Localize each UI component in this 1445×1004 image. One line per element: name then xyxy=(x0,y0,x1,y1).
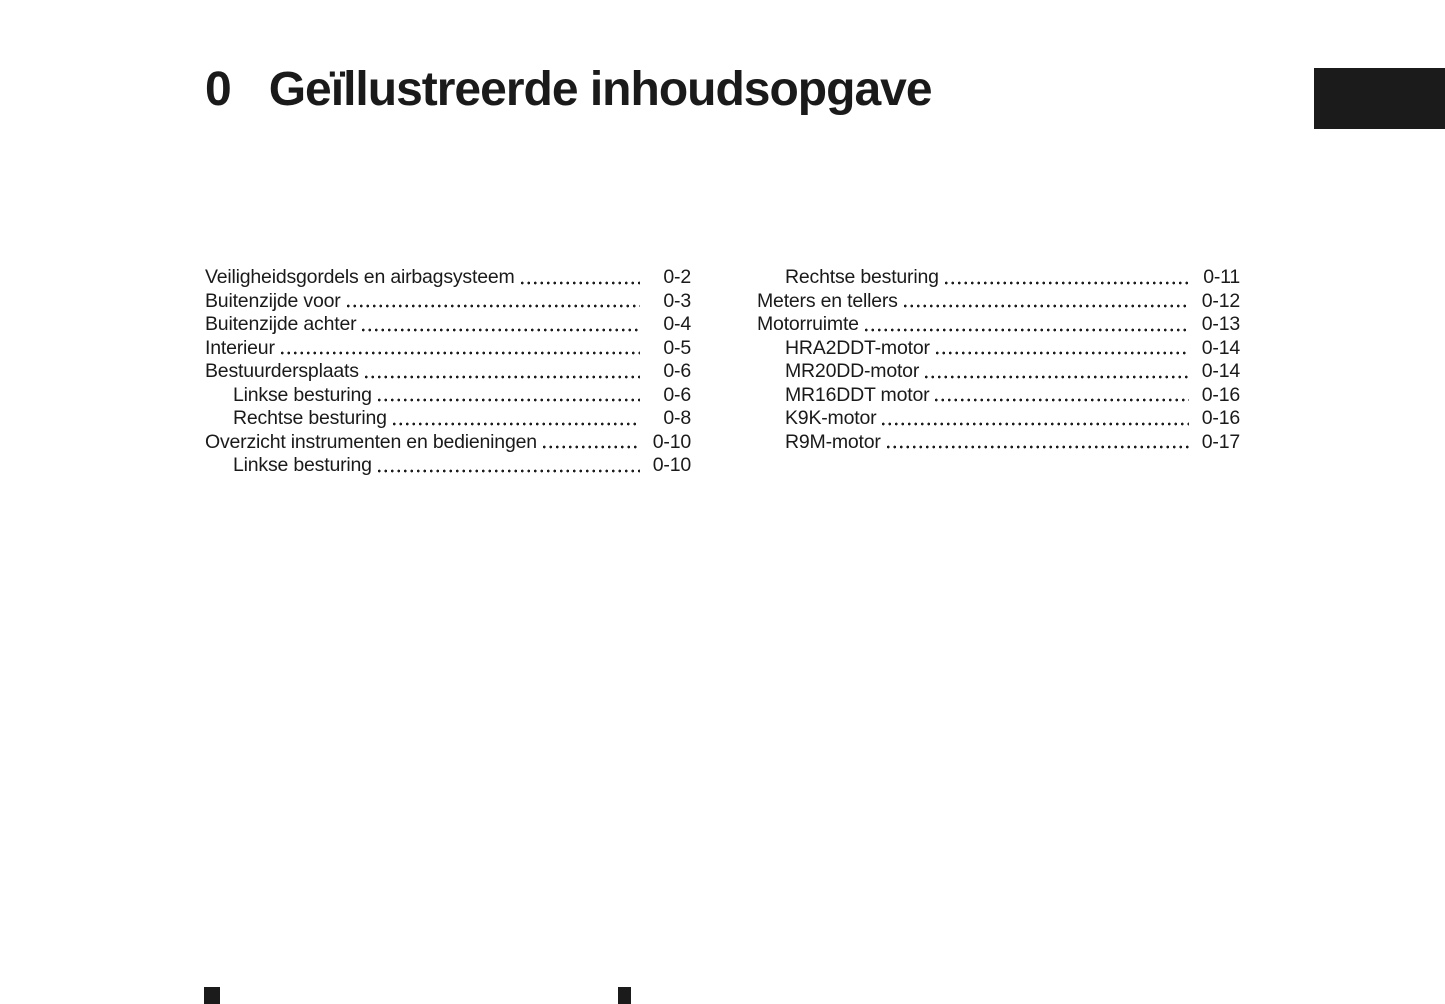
toc-entry-label: R9M-motor xyxy=(785,430,881,453)
toc-column-left xyxy=(205,266,691,478)
dot-leader xyxy=(376,468,640,474)
toc-entry xyxy=(205,266,691,290)
toc-entry-label: K9K-motor xyxy=(785,407,877,429)
toc-entry-page: 0-5 xyxy=(663,336,691,359)
toc-entry-page: 0-10 xyxy=(652,430,691,453)
toc-entry-page: 0-16 xyxy=(1201,407,1240,429)
dot-leader xyxy=(863,327,1189,333)
toc-entry-label: Motorruimte xyxy=(757,313,859,335)
chapter-number: 0 xyxy=(205,63,231,116)
toc-entry xyxy=(205,407,691,431)
dot-leader xyxy=(934,350,1189,356)
dot-leader xyxy=(345,303,640,309)
dot-leader xyxy=(933,397,1189,403)
dot-leader xyxy=(391,421,640,427)
toc-entry-label: Buitenzijde voor xyxy=(205,289,341,312)
toc-entry-page: 0-16 xyxy=(1201,383,1240,406)
toc-entry-label: Rechtse besturing xyxy=(233,407,387,429)
toc-entry xyxy=(757,384,1240,408)
toc-entry-label: Bestuurdersplaats xyxy=(205,360,359,382)
toc-entry-page: 0-6 xyxy=(663,360,691,382)
toc-entry-page: 0-10 xyxy=(652,454,691,476)
toc-entry-label: Linkse besturing xyxy=(233,383,372,406)
binding-mark-right xyxy=(618,987,631,1004)
toc-entry xyxy=(205,290,691,314)
toc-entry-label: HRA2DDT-motor xyxy=(785,336,930,359)
toc-entry-label: MR20DD-motor xyxy=(785,360,920,382)
toc-entry-page: 0-14 xyxy=(1201,336,1240,359)
toc-entry xyxy=(757,407,1240,431)
toc-entry-page: 0-13 xyxy=(1201,313,1240,335)
page-title xyxy=(205,62,932,118)
dot-leader xyxy=(363,374,640,380)
toc-entry xyxy=(757,360,1240,384)
toc-entry-page: 0-12 xyxy=(1201,289,1240,312)
toc-column-right xyxy=(757,266,1240,454)
toc-entry-label: Overzicht instrumenten en bedieningen xyxy=(205,430,537,453)
dot-leader xyxy=(880,421,1189,427)
dot-leader xyxy=(541,444,640,450)
toc-entry-page: 0-4 xyxy=(663,313,691,335)
toc-entry-label: Rechtse besturing xyxy=(785,266,939,288)
toc-entry xyxy=(205,384,691,408)
toc-entry-page: 0-17 xyxy=(1201,430,1240,453)
toc-entry-label: Linkse besturing xyxy=(233,454,372,476)
toc-entry-label: MR16DDT motor xyxy=(785,383,930,406)
dot-leader xyxy=(943,280,1189,286)
dot-leader xyxy=(923,374,1189,380)
toc-entry-page: 0-14 xyxy=(1201,360,1240,382)
toc-entry xyxy=(757,431,1240,455)
binding-mark-left xyxy=(204,987,220,1004)
toc-entry-label: Meters en tellers xyxy=(757,289,898,312)
dot-leader xyxy=(279,350,640,356)
toc-entry xyxy=(757,337,1240,361)
toc-entry-page: 0-8 xyxy=(663,407,691,429)
dot-leader xyxy=(376,397,640,403)
toc-entry xyxy=(205,454,691,478)
dot-leader xyxy=(902,303,1189,309)
chapter-title: Geïllustreerde inhoudsopgave xyxy=(268,63,932,116)
toc-entry xyxy=(757,290,1240,314)
dot-leader xyxy=(360,327,640,333)
dot-leader xyxy=(885,444,1189,450)
toc-entry xyxy=(757,266,1240,290)
toc-entry-label: Interieur xyxy=(205,336,275,359)
toc-entry xyxy=(205,337,691,361)
toc-entry-page: 0-3 xyxy=(663,289,691,312)
toc-entry xyxy=(757,313,1240,337)
chapter-tab-marker xyxy=(1314,68,1445,129)
toc-entry xyxy=(205,313,691,337)
toc-entry-page: 0-6 xyxy=(663,383,691,406)
toc-entry xyxy=(205,360,691,384)
toc-entry-label: Veiligheidsgordels en airbagsysteem xyxy=(205,266,515,288)
toc-entry xyxy=(205,431,691,455)
toc-entry-label: Buitenzijde achter xyxy=(205,313,357,335)
dot-leader xyxy=(519,280,640,286)
toc-entry-page: 0-2 xyxy=(663,266,691,288)
toc-entry-page: 0-11 xyxy=(1203,266,1240,288)
